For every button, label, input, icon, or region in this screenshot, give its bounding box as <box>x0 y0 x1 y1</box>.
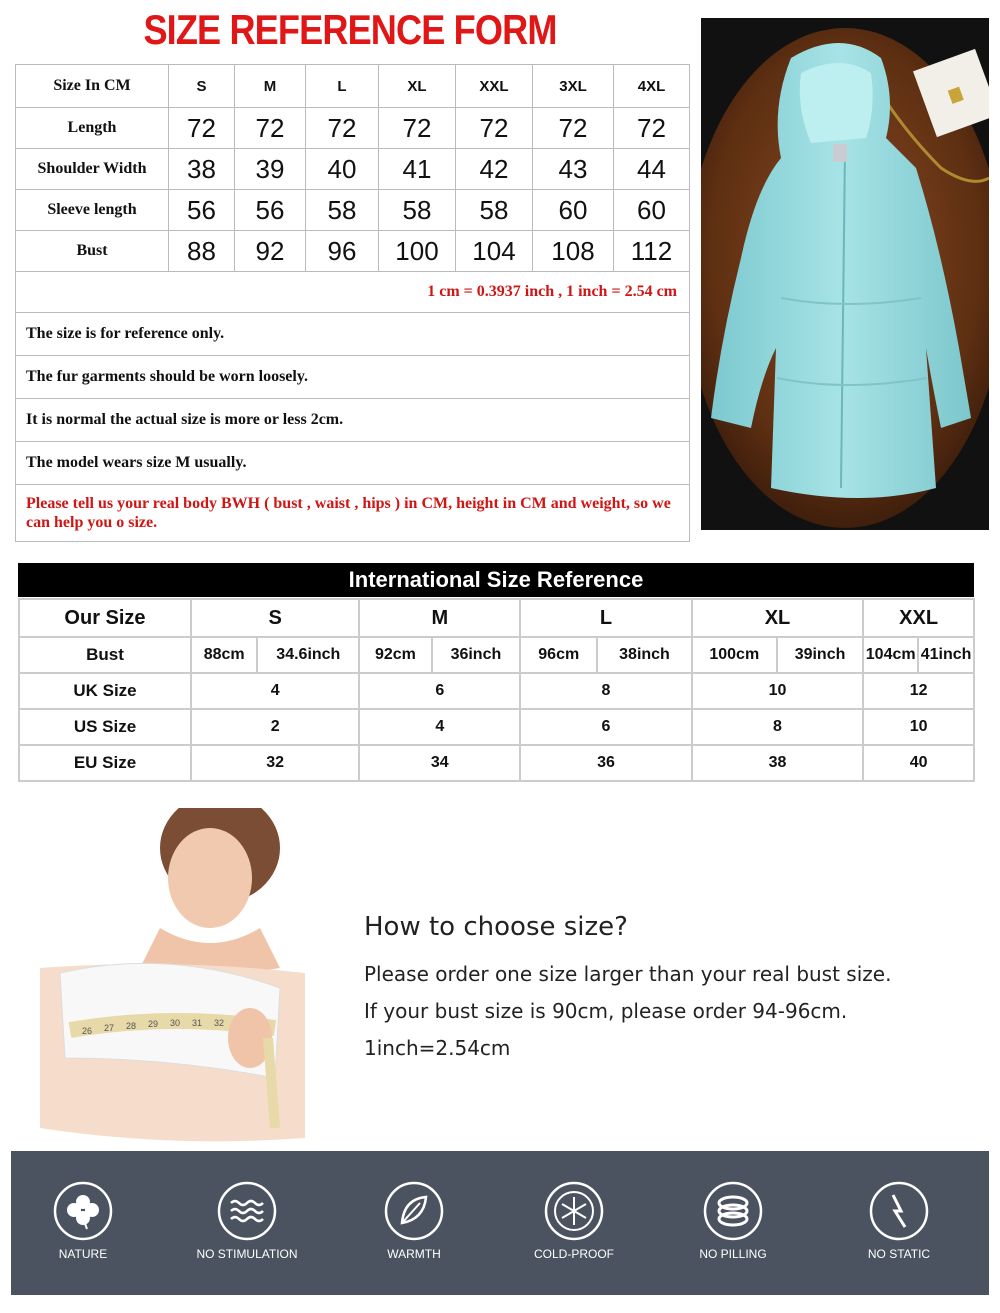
cell-value: 58 <box>306 190 379 231</box>
size-reference-table <box>15 64 690 542</box>
cell-value: 56 <box>169 190 235 231</box>
row-label: EU Size <box>19 745 191 781</box>
cell-value: 43 <box>533 149 614 190</box>
howto-line: If your bust size is 90cm, please order 94-96cm. <box>364 999 848 1023</box>
cell-value: 34.6inch <box>257 637 359 673</box>
table-row <box>16 108 690 149</box>
waves-icon <box>217 1181 277 1241</box>
cell-value: 56 <box>235 190 306 231</box>
tape-number: 32 <box>214 1018 225 1028</box>
howto-line: Please order one size larger than your real bust size. <box>364 962 892 986</box>
size-header: 4XL <box>614 65 690 108</box>
tape-number: 28 <box>126 1021 137 1031</box>
cell-value: 38inch <box>597 637 692 673</box>
table-header-row <box>16 65 690 108</box>
cell-value: 36inch <box>432 637 521 673</box>
feature-label: COLD-PROOF <box>533 1247 614 1261</box>
row-label: Sleeve length <box>16 190 169 231</box>
note-text: The model wears size M usually. <box>16 442 690 485</box>
cell-value: 60 <box>614 190 690 231</box>
feature-label: NO STATIC <box>867 1247 931 1261</box>
cell-value: 72 <box>379 108 456 149</box>
size-header: S <box>169 65 235 108</box>
howto-title: How to choose size? <box>364 912 628 942</box>
feature-no-static <box>829 1151 969 1295</box>
international-title: International Size Reference <box>18 563 974 597</box>
row-label: Shoulder Width <box>16 149 169 190</box>
tape-number: 26 <box>82 1026 93 1036</box>
size-header: XXL <box>863 599 974 637</box>
cell-value: 12 <box>863 673 974 709</box>
cell-value: 41inch <box>918 637 974 673</box>
cell-value: 39inch <box>777 637 863 673</box>
cell-value: 72 <box>614 108 690 149</box>
note-row <box>16 442 690 485</box>
table-row <box>16 149 690 190</box>
coat-photo <box>701 18 989 530</box>
cell-value: 60 <box>533 190 614 231</box>
coil-icon <box>703 1181 763 1241</box>
row-label: Bust <box>19 637 191 673</box>
feature-label: NATURE <box>58 1247 108 1261</box>
note-text: The fur garments should be worn loosely. <box>16 356 690 399</box>
cell-value: 40 <box>863 745 974 781</box>
cell-value: 58 <box>456 190 533 231</box>
table-row <box>16 190 690 231</box>
conversion-row <box>16 272 690 313</box>
cell-value: 92 <box>235 231 306 272</box>
feature-nature <box>13 1151 153 1295</box>
leaf-icon <box>384 1181 444 1241</box>
size-header: XL <box>692 599 864 637</box>
howto-line: 1inch=2.54cm <box>364 1036 511 1060</box>
cell-value: 100 <box>379 231 456 272</box>
features-bar <box>11 1151 989 1295</box>
note-text: It is normal the actual size is more or less 2cm. <box>16 399 690 442</box>
cell-value: 104 <box>456 231 533 272</box>
feature-no-pilling <box>663 1151 803 1295</box>
cell-value: 88cm <box>191 637 257 673</box>
bolt-icon <box>869 1181 929 1241</box>
note-row <box>16 485 690 542</box>
tape-number: 30 <box>170 1018 181 1028</box>
cell-value: 6 <box>520 709 692 745</box>
tape-number: 29 <box>148 1019 159 1029</box>
note-row <box>16 399 690 442</box>
cell-value: 4 <box>359 709 520 745</box>
size-header: S <box>191 599 359 637</box>
feature-no-stimulation <box>177 1151 317 1295</box>
table-row <box>19 637 974 673</box>
page-title: SIZE REFERENCE FORM <box>143 6 557 53</box>
cell-value: 96 <box>306 231 379 272</box>
cell-value: 72 <box>169 108 235 149</box>
cell-value: 72 <box>235 108 306 149</box>
note-row <box>16 313 690 356</box>
cell-value: 42 <box>456 149 533 190</box>
feature-label: NO STIMULATION <box>196 1247 298 1261</box>
cell-value: 32 <box>191 745 359 781</box>
model-photo <box>20 808 320 1144</box>
cell-value: 44 <box>614 149 690 190</box>
cell-value: 6 <box>359 673 520 709</box>
cell-value: 39 <box>235 149 306 190</box>
feature-label: WARMTH <box>387 1247 441 1261</box>
cell-value: 96cm <box>520 637 597 673</box>
cell-value: 72 <box>456 108 533 149</box>
header-label: Size In CM <box>16 65 169 108</box>
cell-value: 88 <box>169 231 235 272</box>
cell-value: 10 <box>692 673 864 709</box>
size-header: XXL <box>456 65 533 108</box>
clover-icon <box>53 1181 113 1241</box>
row-label: Length <box>16 108 169 149</box>
row-label: Our Size <box>19 599 191 637</box>
tape-number: 27 <box>104 1023 115 1033</box>
note-text: The size is for reference only. <box>16 313 690 356</box>
row-label: US Size <box>19 709 191 745</box>
cell-value: 8 <box>520 673 692 709</box>
note-row <box>16 356 690 399</box>
international-size-table <box>18 598 975 782</box>
feature-label: NO PILLING <box>699 1247 767 1261</box>
snowflake-icon <box>544 1181 604 1241</box>
cell-value: 40 <box>306 149 379 190</box>
cell-value: 4 <box>191 673 359 709</box>
feature-warmth <box>344 1151 484 1295</box>
cell-value: 100cm <box>692 637 777 673</box>
cell-value: 58 <box>379 190 456 231</box>
row-label: UK Size <box>19 673 191 709</box>
table-row <box>19 709 974 745</box>
tape-number: 31 <box>192 1018 203 1028</box>
size-header: 3XL <box>533 65 614 108</box>
cell-value: 34 <box>359 745 520 781</box>
cell-value: 36 <box>520 745 692 781</box>
table-row <box>16 231 690 272</box>
cell-value: 72 <box>533 108 614 149</box>
cell-value: 112 <box>614 231 690 272</box>
cell-value: 2 <box>191 709 359 745</box>
feature-cold-proof <box>504 1151 644 1295</box>
cell-value: 10 <box>863 709 974 745</box>
size-header: M <box>235 65 306 108</box>
cell-value: 108 <box>533 231 614 272</box>
cell-value: 92cm <box>359 637 431 673</box>
size-header: M <box>359 599 520 637</box>
cell-value: 38 <box>692 745 864 781</box>
request-note: Please tell us your real body BWH ( bust , waist , hips ) in CM, height in CM and weight, so we can help you o size. <box>16 485 690 542</box>
row-label: Bust <box>16 231 169 272</box>
cell-value: 38 <box>169 149 235 190</box>
unit-conversion: 1 cm = 0.3937 inch , 1 inch = 2.54 cm <box>16 272 690 313</box>
size-header: XL <box>379 65 456 108</box>
cell-value: 41 <box>379 149 456 190</box>
cell-value: 72 <box>306 108 379 149</box>
cell-value: 104cm <box>863 637 918 673</box>
size-header: L <box>520 599 692 637</box>
cell-value: 8 <box>692 709 864 745</box>
table-row <box>19 673 974 709</box>
size-header: L <box>306 65 379 108</box>
table-header-row <box>19 599 974 637</box>
table-row <box>19 745 974 781</box>
